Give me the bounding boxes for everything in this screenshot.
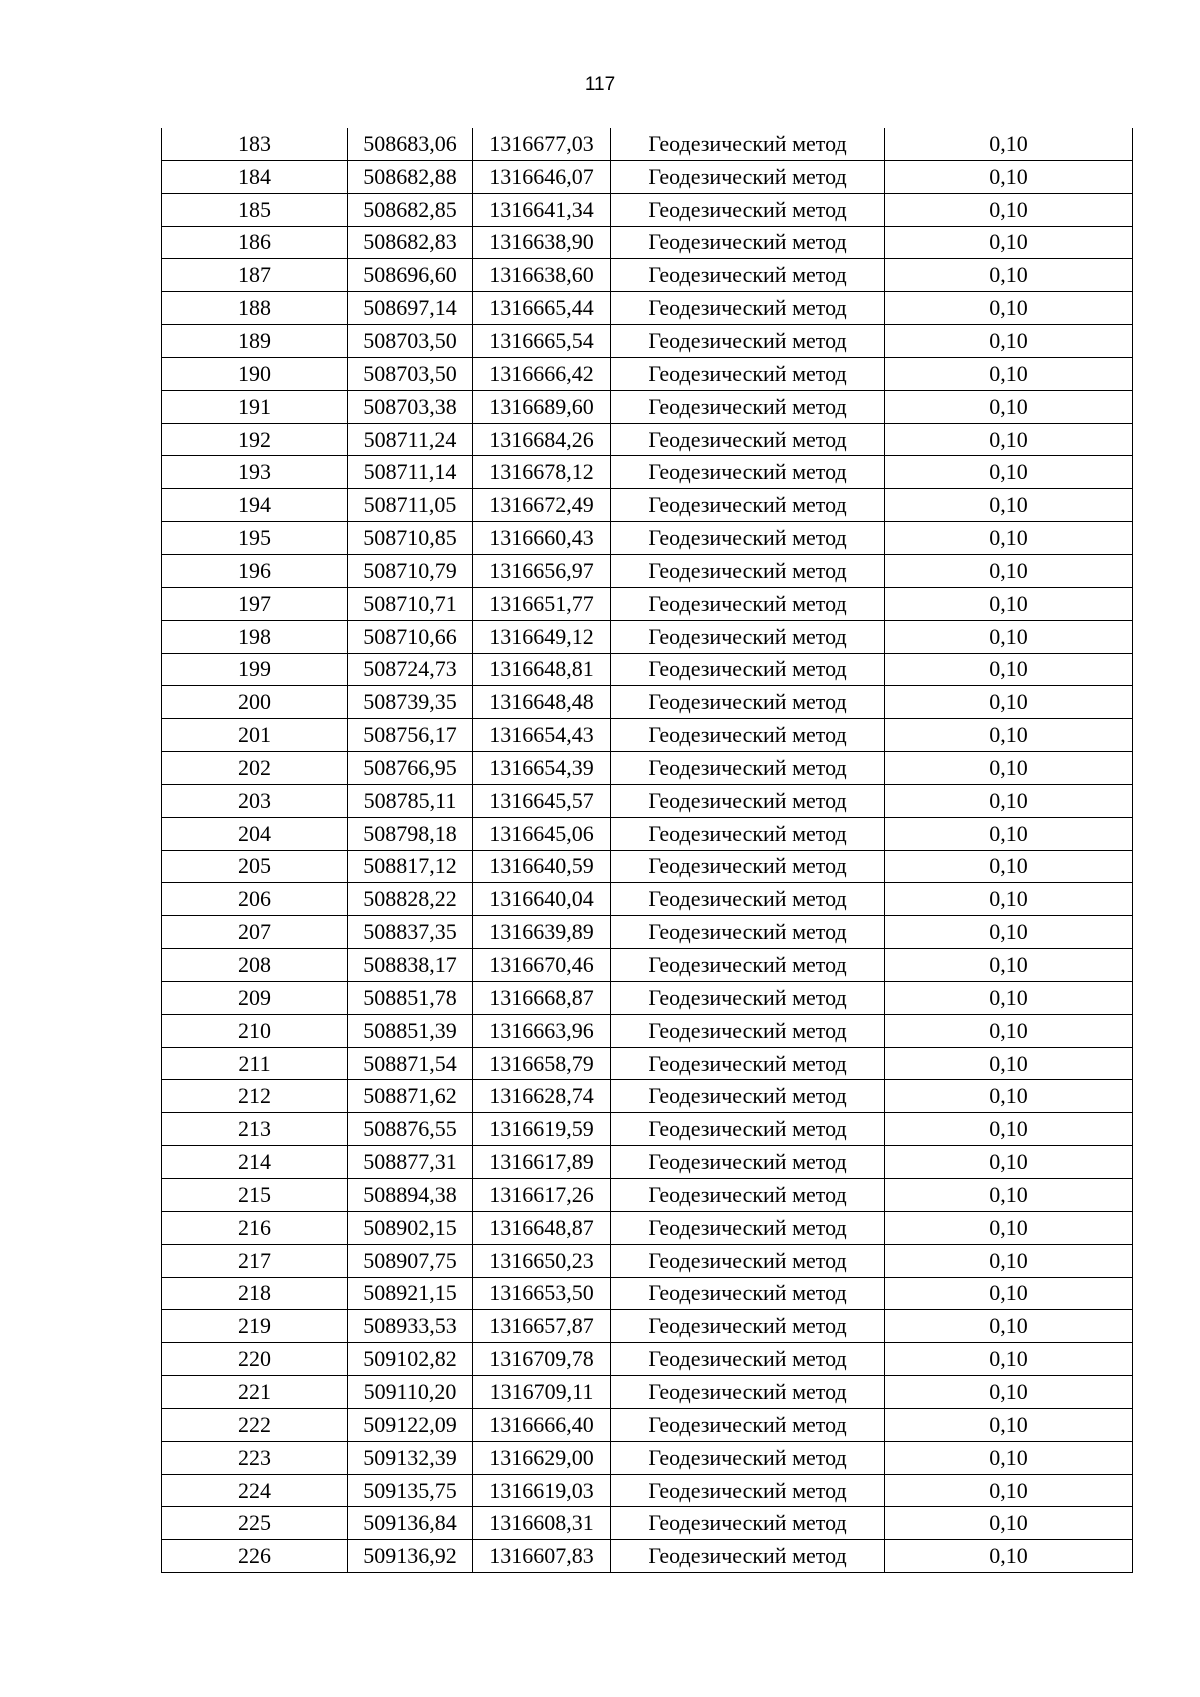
y-coordinate-cell: 1316638,90 xyxy=(473,226,611,259)
x-coordinate-cell: 508933,53 xyxy=(348,1310,473,1343)
method-cell: Геодезический метод xyxy=(611,620,885,653)
precision-cell: 0,10 xyxy=(885,1211,1133,1244)
point-number-cell: 206 xyxy=(162,883,348,916)
y-coordinate-cell: 1316657,87 xyxy=(473,1310,611,1343)
x-coordinate-cell: 508682,85 xyxy=(348,193,473,226)
method-cell: Геодезический метод xyxy=(611,489,885,522)
x-coordinate-cell: 508711,14 xyxy=(348,456,473,489)
method-cell: Геодезический метод xyxy=(611,817,885,850)
point-number-cell: 216 xyxy=(162,1211,348,1244)
method-cell: Геодезический метод xyxy=(611,949,885,982)
table-row xyxy=(162,1540,1133,1573)
method-cell: Геодезический метод xyxy=(611,1441,885,1474)
x-coordinate-cell: 508710,71 xyxy=(348,587,473,620)
x-coordinate-cell: 508703,38 xyxy=(348,390,473,423)
x-coordinate-cell: 509135,75 xyxy=(348,1474,473,1507)
point-number-cell: 191 xyxy=(162,390,348,423)
point-number-cell: 221 xyxy=(162,1376,348,1409)
x-coordinate-cell: 509132,39 xyxy=(348,1441,473,1474)
method-cell: Геодезический метод xyxy=(611,719,885,752)
precision-cell: 0,10 xyxy=(885,1113,1133,1146)
table-row xyxy=(162,522,1133,555)
table-row xyxy=(162,160,1133,193)
coordinates-table-body xyxy=(162,128,1133,1573)
table-row xyxy=(162,1310,1133,1343)
point-number-cell: 219 xyxy=(162,1310,348,1343)
x-coordinate-cell: 509110,20 xyxy=(348,1376,473,1409)
y-coordinate-cell: 1316665,54 xyxy=(473,325,611,358)
point-number-cell: 214 xyxy=(162,1146,348,1179)
x-coordinate-cell: 508894,38 xyxy=(348,1179,473,1212)
x-coordinate-cell: 508785,11 xyxy=(348,784,473,817)
precision-cell: 0,10 xyxy=(885,423,1133,456)
method-cell: Геодезический метод xyxy=(611,160,885,193)
table-row xyxy=(162,916,1133,949)
precision-cell: 0,10 xyxy=(885,1080,1133,1113)
point-number-cell: 207 xyxy=(162,916,348,949)
precision-cell: 0,10 xyxy=(885,719,1133,752)
method-cell: Геодезический метод xyxy=(611,259,885,292)
method-cell: Геодезический метод xyxy=(611,193,885,226)
x-coordinate-cell: 508851,39 xyxy=(348,1014,473,1047)
y-coordinate-cell: 1316628,74 xyxy=(473,1080,611,1113)
x-coordinate-cell: 508817,12 xyxy=(348,850,473,883)
x-coordinate-cell: 508756,17 xyxy=(348,719,473,752)
method-cell: Геодезический метод xyxy=(611,1244,885,1277)
table-row xyxy=(162,1441,1133,1474)
method-cell: Геодезический метод xyxy=(611,1277,885,1310)
point-number-cell: 186 xyxy=(162,226,348,259)
method-cell: Геодезический метод xyxy=(611,1474,885,1507)
method-cell: Геодезический метод xyxy=(611,1146,885,1179)
method-cell: Геодезический метод xyxy=(611,587,885,620)
point-number-cell: 193 xyxy=(162,456,348,489)
y-coordinate-cell: 1316709,78 xyxy=(473,1343,611,1376)
y-coordinate-cell: 1316617,26 xyxy=(473,1179,611,1212)
y-coordinate-cell: 1316666,40 xyxy=(473,1408,611,1441)
precision-cell: 0,10 xyxy=(885,620,1133,653)
table-row xyxy=(162,128,1133,160)
x-coordinate-cell: 508876,55 xyxy=(348,1113,473,1146)
method-cell: Геодезический метод xyxy=(611,916,885,949)
x-coordinate-cell: 509102,82 xyxy=(348,1343,473,1376)
precision-cell: 0,10 xyxy=(885,883,1133,916)
y-coordinate-cell: 1316640,04 xyxy=(473,883,611,916)
method-cell: Геодезический метод xyxy=(611,653,885,686)
y-coordinate-cell: 1316649,12 xyxy=(473,620,611,653)
point-number-cell: 200 xyxy=(162,686,348,719)
method-cell: Геодезический метод xyxy=(611,292,885,325)
x-coordinate-cell: 509136,84 xyxy=(348,1507,473,1540)
x-coordinate-cell: 508710,79 xyxy=(348,554,473,587)
method-cell: Геодезический метод xyxy=(611,1507,885,1540)
y-coordinate-cell: 1316640,59 xyxy=(473,850,611,883)
table-row xyxy=(162,423,1133,456)
precision-cell: 0,10 xyxy=(885,1277,1133,1310)
point-number-cell: 203 xyxy=(162,784,348,817)
y-coordinate-cell: 1316668,87 xyxy=(473,981,611,1014)
table-row xyxy=(162,620,1133,653)
precision-cell: 0,10 xyxy=(885,292,1133,325)
table-row xyxy=(162,357,1133,390)
precision-cell: 0,10 xyxy=(885,1408,1133,1441)
method-cell: Геодезический метод xyxy=(611,1047,885,1080)
table-row xyxy=(162,752,1133,785)
point-number-cell: 197 xyxy=(162,587,348,620)
method-cell: Геодезический метод xyxy=(611,357,885,390)
point-number-cell: 204 xyxy=(162,817,348,850)
table-row xyxy=(162,1047,1133,1080)
method-cell: Геодезический метод xyxy=(611,883,885,916)
x-coordinate-cell: 509122,09 xyxy=(348,1408,473,1441)
y-coordinate-cell: 1316648,81 xyxy=(473,653,611,686)
y-coordinate-cell: 1316709,11 xyxy=(473,1376,611,1409)
table-row xyxy=(162,949,1133,982)
table-row xyxy=(162,1277,1133,1310)
method-cell: Геодезический метод xyxy=(611,850,885,883)
point-number-cell: 211 xyxy=(162,1047,348,1080)
y-coordinate-cell: 1316638,60 xyxy=(473,259,611,292)
x-coordinate-cell: 508877,31 xyxy=(348,1146,473,1179)
table-row xyxy=(162,292,1133,325)
precision-cell: 0,10 xyxy=(885,784,1133,817)
x-coordinate-cell: 508798,18 xyxy=(348,817,473,850)
precision-cell: 0,10 xyxy=(885,489,1133,522)
method-cell: Геодезический метод xyxy=(611,784,885,817)
method-cell: Геодезический метод xyxy=(611,1211,885,1244)
method-cell: Геодезический метод xyxy=(611,456,885,489)
x-coordinate-cell: 508766,95 xyxy=(348,752,473,785)
table-row xyxy=(162,489,1133,522)
x-coordinate-cell: 508921,15 xyxy=(348,1277,473,1310)
point-number-cell: 190 xyxy=(162,357,348,390)
y-coordinate-cell: 1316660,43 xyxy=(473,522,611,555)
point-number-cell: 222 xyxy=(162,1408,348,1441)
precision-cell: 0,10 xyxy=(885,686,1133,719)
precision-cell: 0,10 xyxy=(885,522,1133,555)
table-row xyxy=(162,1474,1133,1507)
table-row xyxy=(162,390,1133,423)
table-row xyxy=(162,1507,1133,1540)
point-number-cell: 205 xyxy=(162,850,348,883)
x-coordinate-cell: 508710,66 xyxy=(348,620,473,653)
point-number-cell: 192 xyxy=(162,423,348,456)
x-coordinate-cell: 508710,85 xyxy=(348,522,473,555)
method-cell: Геодезический метод xyxy=(611,1310,885,1343)
coordinates-table xyxy=(161,128,1133,1573)
y-coordinate-cell: 1316670,46 xyxy=(473,949,611,982)
x-coordinate-cell: 508711,24 xyxy=(348,423,473,456)
method-cell: Геодезический метод xyxy=(611,1080,885,1113)
x-coordinate-cell: 508902,15 xyxy=(348,1211,473,1244)
x-coordinate-cell: 508724,73 xyxy=(348,653,473,686)
precision-cell: 0,10 xyxy=(885,193,1133,226)
x-coordinate-cell: 508851,78 xyxy=(348,981,473,1014)
table-row xyxy=(162,981,1133,1014)
page-number: 117 xyxy=(584,74,616,95)
method-cell: Геодезический метод xyxy=(611,554,885,587)
table-row xyxy=(162,325,1133,358)
precision-cell: 0,10 xyxy=(885,1441,1133,1474)
precision-cell: 0,10 xyxy=(885,653,1133,686)
y-coordinate-cell: 1316650,23 xyxy=(473,1244,611,1277)
y-coordinate-cell: 1316641,34 xyxy=(473,193,611,226)
x-coordinate-cell: 509136,92 xyxy=(348,1540,473,1573)
table-row xyxy=(162,1014,1133,1047)
y-coordinate-cell: 1316665,44 xyxy=(473,292,611,325)
precision-cell: 0,10 xyxy=(885,128,1133,160)
table-row xyxy=(162,1080,1133,1113)
method-cell: Геодезический метод xyxy=(611,1179,885,1212)
method-cell: Геодезический метод xyxy=(611,686,885,719)
point-number-cell: 195 xyxy=(162,522,348,555)
y-coordinate-cell: 1316663,96 xyxy=(473,1014,611,1047)
table-row xyxy=(162,686,1133,719)
point-number-cell: 220 xyxy=(162,1343,348,1376)
point-number-cell: 199 xyxy=(162,653,348,686)
table-row xyxy=(162,817,1133,850)
x-coordinate-cell: 508703,50 xyxy=(348,325,473,358)
precision-cell: 0,10 xyxy=(885,160,1133,193)
point-number-cell: 185 xyxy=(162,193,348,226)
method-cell: Геодезический метод xyxy=(611,1540,885,1573)
point-number-cell: 209 xyxy=(162,981,348,1014)
point-number-cell: 215 xyxy=(162,1179,348,1212)
table-row xyxy=(162,259,1133,292)
y-coordinate-cell: 1316672,49 xyxy=(473,489,611,522)
x-coordinate-cell: 508682,88 xyxy=(348,160,473,193)
y-coordinate-cell: 1316648,48 xyxy=(473,686,611,719)
table-row xyxy=(162,1113,1133,1146)
method-cell: Геодезический метод xyxy=(611,128,885,160)
table-row xyxy=(162,883,1133,916)
method-cell: Геодезический метод xyxy=(611,752,885,785)
method-cell: Геодезический метод xyxy=(611,390,885,423)
method-cell: Геодезический метод xyxy=(611,1408,885,1441)
table-row xyxy=(162,719,1133,752)
point-number-cell: 213 xyxy=(162,1113,348,1146)
y-coordinate-cell: 1316651,77 xyxy=(473,587,611,620)
point-number-cell: 225 xyxy=(162,1507,348,1540)
method-cell: Геодезический метод xyxy=(611,1376,885,1409)
table-row xyxy=(162,653,1133,686)
precision-cell: 0,10 xyxy=(885,1244,1133,1277)
y-coordinate-cell: 1316658,79 xyxy=(473,1047,611,1080)
y-coordinate-cell: 1316666,42 xyxy=(473,357,611,390)
x-coordinate-cell: 508696,60 xyxy=(348,259,473,292)
y-coordinate-cell: 1316608,31 xyxy=(473,1507,611,1540)
y-coordinate-cell: 1316619,59 xyxy=(473,1113,611,1146)
point-number-cell: 202 xyxy=(162,752,348,785)
table-row xyxy=(162,1408,1133,1441)
point-number-cell: 208 xyxy=(162,949,348,982)
y-coordinate-cell: 1316648,87 xyxy=(473,1211,611,1244)
precision-cell: 0,10 xyxy=(885,1376,1133,1409)
table-row xyxy=(162,850,1133,883)
table-row xyxy=(162,456,1133,489)
x-coordinate-cell: 508739,35 xyxy=(348,686,473,719)
table-row xyxy=(162,226,1133,259)
y-coordinate-cell: 1316629,00 xyxy=(473,1441,611,1474)
y-coordinate-cell: 1316678,12 xyxy=(473,456,611,489)
x-coordinate-cell: 508871,62 xyxy=(348,1080,473,1113)
precision-cell: 0,10 xyxy=(885,1146,1133,1179)
precision-cell: 0,10 xyxy=(885,587,1133,620)
precision-cell: 0,10 xyxy=(885,259,1133,292)
point-number-cell: 194 xyxy=(162,489,348,522)
point-number-cell: 201 xyxy=(162,719,348,752)
point-number-cell: 196 xyxy=(162,554,348,587)
point-number-cell: 224 xyxy=(162,1474,348,1507)
x-coordinate-cell: 508871,54 xyxy=(348,1047,473,1080)
x-coordinate-cell: 508838,17 xyxy=(348,949,473,982)
table-row xyxy=(162,1211,1133,1244)
y-coordinate-cell: 1316653,50 xyxy=(473,1277,611,1310)
method-cell: Геодезический метод xyxy=(611,1014,885,1047)
point-number-cell: 223 xyxy=(162,1441,348,1474)
precision-cell: 0,10 xyxy=(885,1014,1133,1047)
point-number-cell: 198 xyxy=(162,620,348,653)
precision-cell: 0,10 xyxy=(885,357,1133,390)
x-coordinate-cell: 508907,75 xyxy=(348,1244,473,1277)
precision-cell: 0,10 xyxy=(885,949,1133,982)
point-number-cell: 184 xyxy=(162,160,348,193)
y-coordinate-cell: 1316689,60 xyxy=(473,390,611,423)
point-number-cell: 226 xyxy=(162,1540,348,1573)
table-row xyxy=(162,1376,1133,1409)
precision-cell: 0,10 xyxy=(885,981,1133,1014)
y-coordinate-cell: 1316656,97 xyxy=(473,554,611,587)
method-cell: Геодезический метод xyxy=(611,226,885,259)
method-cell: Геодезический метод xyxy=(611,325,885,358)
precision-cell: 0,10 xyxy=(885,1507,1133,1540)
method-cell: Геодезический метод xyxy=(611,981,885,1014)
y-coordinate-cell: 1316654,39 xyxy=(473,752,611,785)
table-row xyxy=(162,554,1133,587)
method-cell: Геодезический метод xyxy=(611,522,885,555)
point-number-cell: 217 xyxy=(162,1244,348,1277)
table-row xyxy=(162,1146,1133,1179)
precision-cell: 0,10 xyxy=(885,1179,1133,1212)
table-row xyxy=(162,1244,1133,1277)
y-coordinate-cell: 1316619,03 xyxy=(473,1474,611,1507)
precision-cell: 0,10 xyxy=(885,1310,1133,1343)
precision-cell: 0,10 xyxy=(885,226,1133,259)
table-row xyxy=(162,587,1133,620)
x-coordinate-cell: 508682,83 xyxy=(348,226,473,259)
precision-cell: 0,10 xyxy=(885,1047,1133,1080)
x-coordinate-cell: 508683,06 xyxy=(348,128,473,160)
point-number-cell: 183 xyxy=(162,128,348,160)
y-coordinate-cell: 1316617,89 xyxy=(473,1146,611,1179)
precision-cell: 0,10 xyxy=(885,390,1133,423)
y-coordinate-cell: 1316677,03 xyxy=(473,128,611,160)
y-coordinate-cell: 1316654,43 xyxy=(473,719,611,752)
point-number-cell: 188 xyxy=(162,292,348,325)
x-coordinate-cell: 508697,14 xyxy=(348,292,473,325)
precision-cell: 0,10 xyxy=(885,325,1133,358)
precision-cell: 0,10 xyxy=(885,850,1133,883)
precision-cell: 0,10 xyxy=(885,1540,1133,1573)
precision-cell: 0,10 xyxy=(885,456,1133,489)
point-number-cell: 187 xyxy=(162,259,348,292)
method-cell: Геодезический метод xyxy=(611,1343,885,1376)
y-coordinate-cell: 1316639,89 xyxy=(473,916,611,949)
y-coordinate-cell: 1316646,07 xyxy=(473,160,611,193)
x-coordinate-cell: 508837,35 xyxy=(348,916,473,949)
y-coordinate-cell: 1316607,83 xyxy=(473,1540,611,1573)
point-number-cell: 210 xyxy=(162,1014,348,1047)
method-cell: Геодезический метод xyxy=(611,1113,885,1146)
point-number-cell: 189 xyxy=(162,325,348,358)
table-row xyxy=(162,1343,1133,1376)
precision-cell: 0,10 xyxy=(885,1474,1133,1507)
y-coordinate-cell: 1316645,57 xyxy=(473,784,611,817)
precision-cell: 0,10 xyxy=(885,1343,1133,1376)
x-coordinate-cell: 508828,22 xyxy=(348,883,473,916)
precision-cell: 0,10 xyxy=(885,817,1133,850)
precision-cell: 0,10 xyxy=(885,752,1133,785)
y-coordinate-cell: 1316645,06 xyxy=(473,817,611,850)
precision-cell: 0,10 xyxy=(885,554,1133,587)
table-row xyxy=(162,193,1133,226)
point-number-cell: 218 xyxy=(162,1277,348,1310)
table-row xyxy=(162,784,1133,817)
y-coordinate-cell: 1316684,26 xyxy=(473,423,611,456)
precision-cell: 0,10 xyxy=(885,916,1133,949)
table-row xyxy=(162,1179,1133,1212)
method-cell: Геодезический метод xyxy=(611,423,885,456)
x-coordinate-cell: 508703,50 xyxy=(348,357,473,390)
x-coordinate-cell: 508711,05 xyxy=(348,489,473,522)
point-number-cell: 212 xyxy=(162,1080,348,1113)
